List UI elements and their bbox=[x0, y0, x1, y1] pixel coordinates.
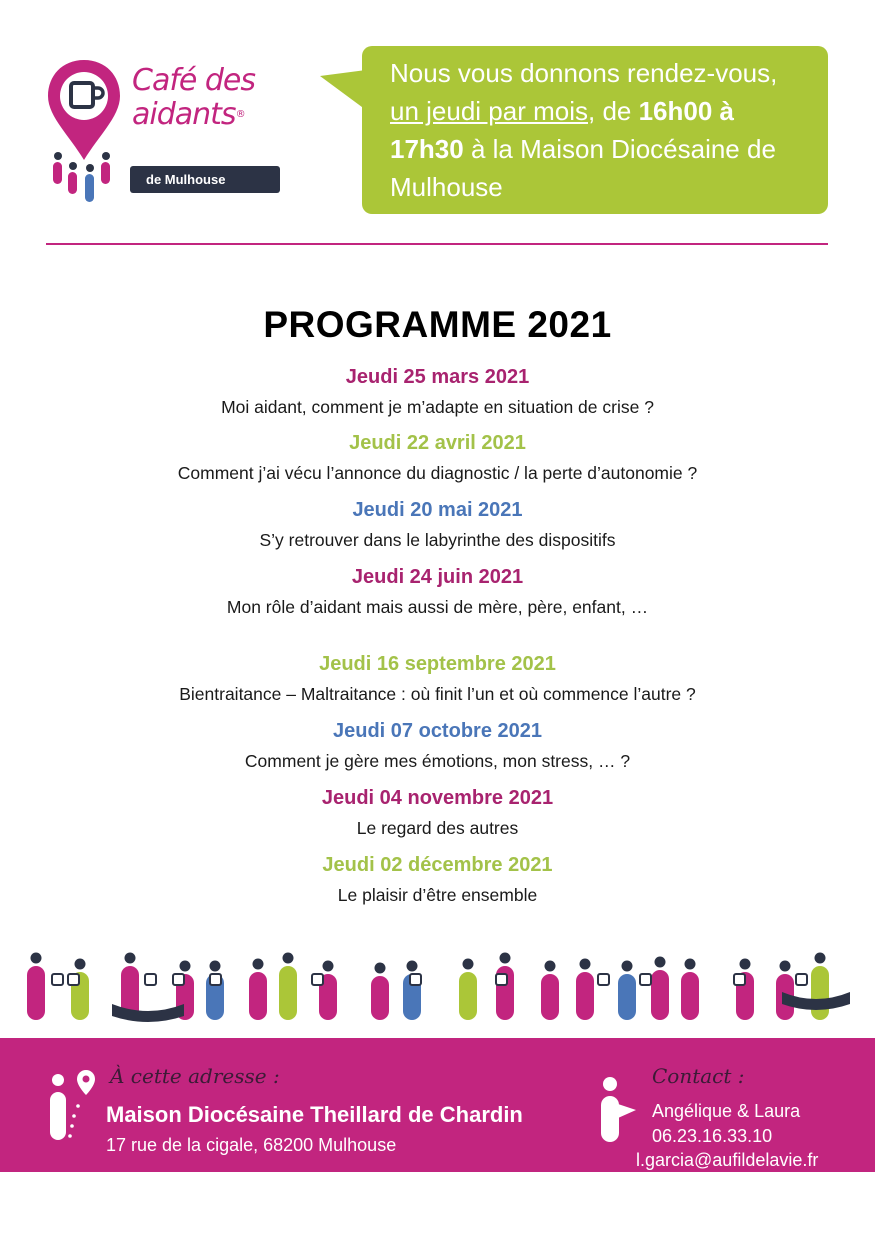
time-range: 16h00 à 17h30 bbox=[390, 96, 734, 164]
event-topic: Mon rôle d’aidant mais aussi de mère, père, enfant, … bbox=[226, 597, 649, 617]
info-location-icon bbox=[44, 1066, 100, 1146]
event-date: Jeudi 04 novembre 2021 bbox=[321, 787, 554, 809]
address-label: À cette adresse : bbox=[110, 1064, 280, 1088]
event-topic: S’y retrouver dans le labyrinthe des dispositifs bbox=[259, 530, 616, 550]
event-date: Jeudi 02 décembre 2021 bbox=[322, 854, 553, 876]
map-pin-cup-icon bbox=[46, 58, 136, 208]
event-item bbox=[0, 564, 875, 620]
event-item bbox=[0, 718, 875, 774]
event-topic: Bientraitance – Maltraitance : où finit l’un et où commence l’autre ? bbox=[179, 684, 696, 704]
event-item bbox=[0, 651, 875, 707]
speech-bubble-tail-icon bbox=[320, 70, 366, 110]
event-topic: Le plaisir d’être ensemble bbox=[337, 885, 538, 905]
people-illustration bbox=[0, 930, 875, 1030]
footer-band bbox=[0, 1038, 875, 1172]
logo-city-badge: de Mulhouse bbox=[130, 166, 280, 193]
event-item bbox=[0, 852, 875, 908]
event-topic: Comment je gère mes émotions, mon stress, … ? bbox=[244, 751, 631, 771]
event-date: Jeudi 22 avril 2021 bbox=[349, 432, 526, 454]
contact-person-icon bbox=[596, 1074, 640, 1146]
address-name: Maison Diocésaine Theillard de Chardin bbox=[106, 1102, 523, 1127]
event-topic: Le regard des autres bbox=[356, 818, 519, 838]
programme-title: PROGRAMME 2021 bbox=[263, 304, 612, 345]
contact-names: Angélique & Laura bbox=[652, 1101, 801, 1121]
event-topic: Moi aidant, comment je m’adapte en situation de crise ? bbox=[221, 397, 654, 417]
event-date: Jeudi 25 mars 2021 bbox=[345, 366, 530, 388]
event-date: Jeudi 07 octobre 2021 bbox=[333, 720, 542, 742]
contact-phone[interactable]: 06.23.16.33.10 bbox=[652, 1126, 773, 1146]
schedule-speech-bubble: Nous vous donnons rendez-vous, un jeudi par mois, de 16h00 à 17h30 à la Maison Diocésaine de Mulhouse bbox=[362, 46, 828, 214]
event-date: Jeudi 24 juin 2021 bbox=[351, 566, 524, 588]
cafe-des-aidants-logo bbox=[46, 58, 286, 208]
event-date: Jeudi 16 septembre 2021 bbox=[319, 653, 556, 675]
event-topic: Comment j’ai vécu l’annonce du diagnostic / la perte d’autonomie ? bbox=[177, 463, 698, 483]
logo-title: Café des aidants® bbox=[132, 63, 256, 132]
header-divider bbox=[46, 243, 828, 245]
contact-email-link[interactable]: l.garcia@aufildelavie.fr bbox=[636, 1150, 819, 1170]
monthly-underlined-text: un jeudi par mois bbox=[390, 96, 588, 126]
event-item bbox=[0, 785, 875, 841]
address-street: 17 rue de la cigale, 68200 Mulhouse bbox=[106, 1135, 397, 1155]
contact-label: Contact : bbox=[652, 1064, 745, 1088]
event-item bbox=[0, 430, 875, 486]
event-item bbox=[0, 364, 875, 420]
event-item bbox=[0, 497, 875, 553]
event-date: Jeudi 20 mai 2021 bbox=[352, 499, 523, 521]
